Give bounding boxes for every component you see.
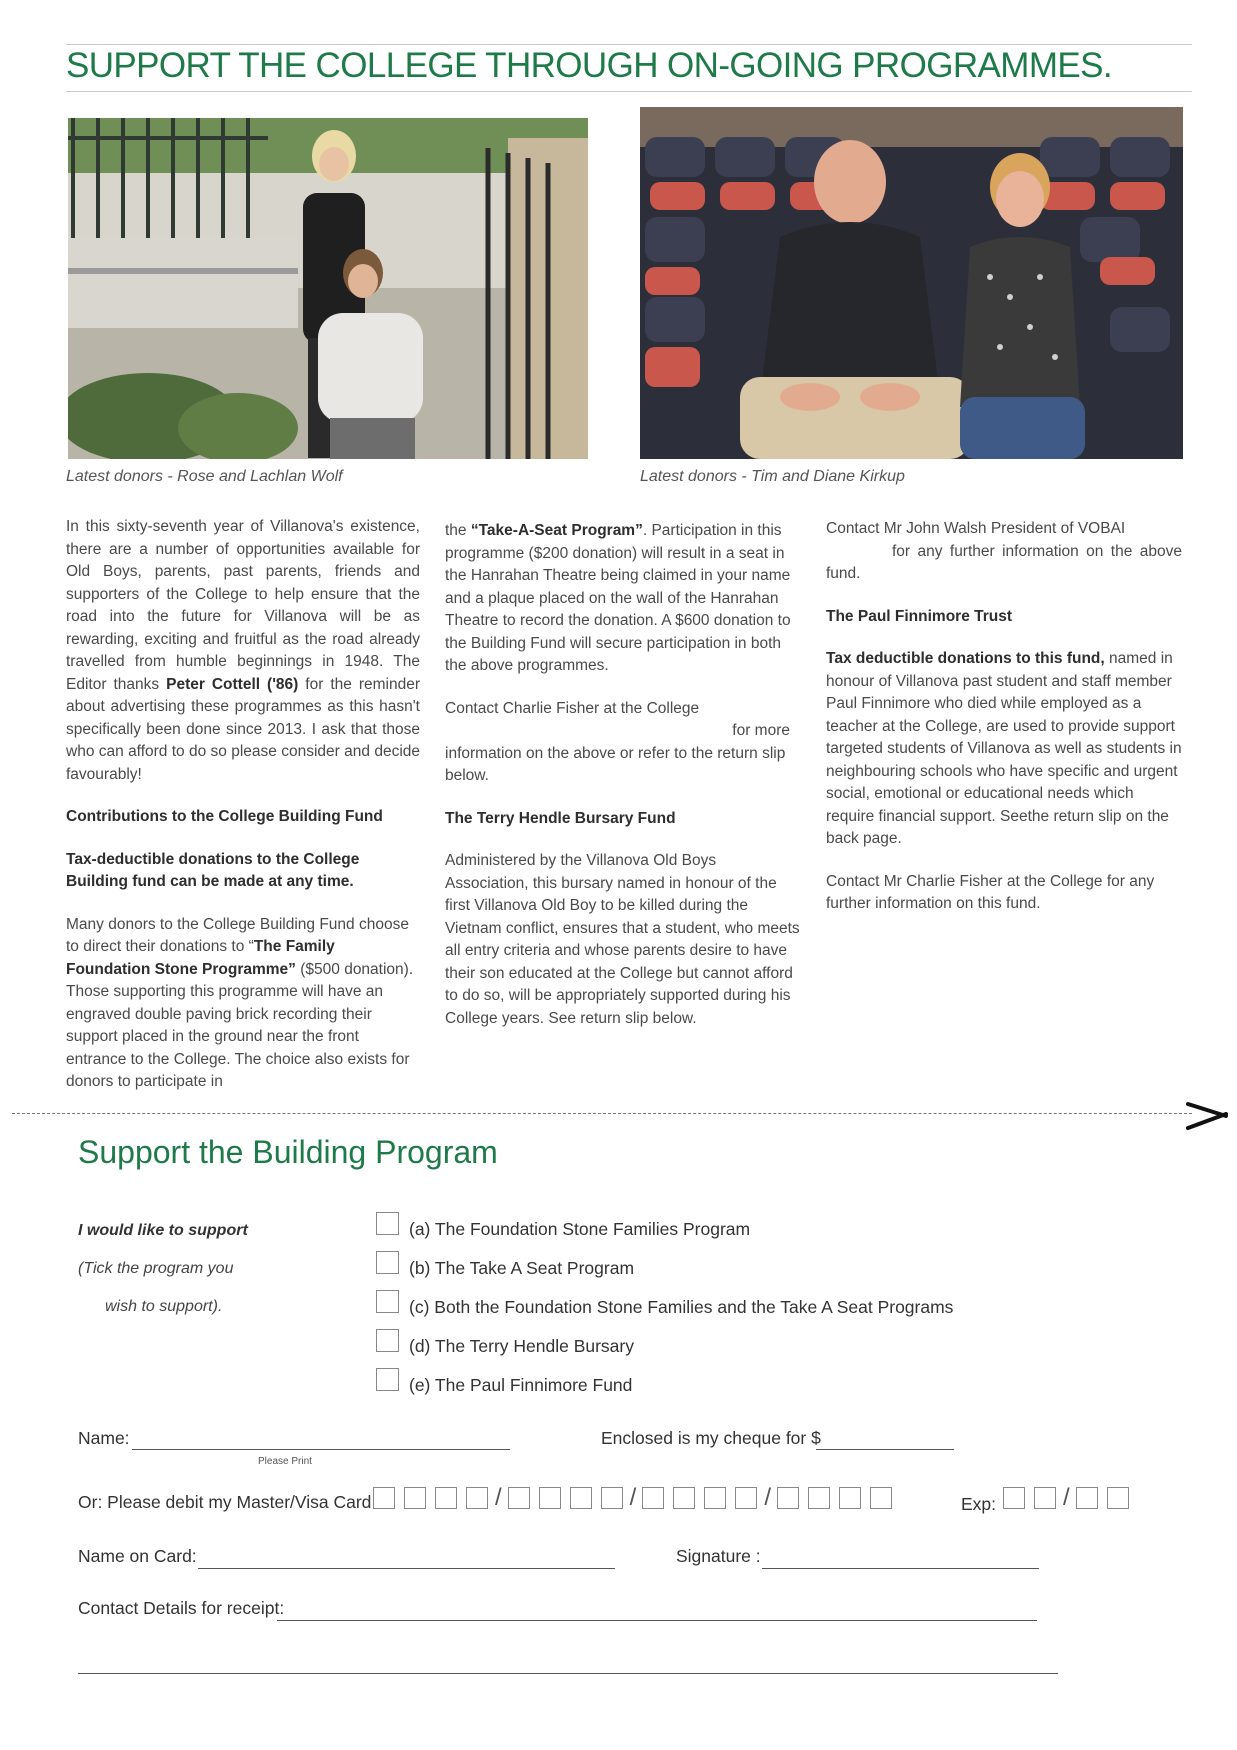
column-3 — [826, 518, 1182, 936]
option-c-label: (c) Both the Foundation Stone Families and the Take A Seat Programs — [409, 1297, 954, 1317]
contact-charlie-paragraph: Contact Charlie Fisher at the College for more information on the above or refer to the return slip below. — [445, 699, 790, 784]
column-1 — [66, 516, 420, 1114]
option-e-checkbox[interactable] — [376, 1368, 399, 1391]
option-c-checkbox[interactable] — [376, 1290, 399, 1313]
take-a-seat-paragraph: the “Take-A-Seat Program”. Participation in this programme ($200 donation) will result in a seat in the Hanrahan Theatre being claimed in your name and a plaque placed on the wall of the Hanrahan Theatre to record the donation. A $600 donation to the Building Fund will secure participation in both the above programmes. — [445, 522, 791, 674]
caption-right: Latest donors - Tim and Diane Kirkup — [640, 468, 905, 485]
terry-hendle-paragraph: Administered by the Villanova Old Boys Association, this bursary named in honour of the first Villanova Old Boy to be killed during the Vietnam conflict, ensures that a student, who meets all entry criteria and whose parents desire to have their son educated at the College but cannot afford to do so, will be appropriately supported during his College years. See return slip below. — [445, 852, 800, 1027]
tick-label-2: wish to support). — [105, 1298, 223, 1315]
photo-rose-lachlan-wolf — [68, 118, 588, 459]
terry-hendle-heading: The Terry Hendle Bursary Fund — [445, 809, 676, 827]
cut-line — [12, 1113, 1192, 1114]
top-rule — [66, 44, 1192, 45]
support-label: I would like to support — [78, 1222, 248, 1239]
name-label: Name: — [78, 1428, 130, 1448]
contact-details-label: Contact Details for receipt: — [78, 1598, 285, 1618]
option-a-label: (a) The Foundation Stone Families Program — [409, 1219, 751, 1239]
option-b-label: (b) The Take A Seat Program — [409, 1258, 635, 1278]
form-title: Support the Building Program — [78, 1134, 498, 1170]
paul-finnimore-heading: The Paul Finnimore Trust — [826, 607, 1013, 625]
foundation-stone-paragraph: Many donors to the College Building Fund choose to direct their donations to “The Family Foundation Stone Programme” ($500 donation). Those supporting this programme will have an engraved double paving brick recording their support placed in the ground near the front entrance to the College. The choice also exists for donors to participate in — [66, 915, 414, 1090]
option-d-checkbox[interactable] — [376, 1329, 399, 1352]
name-on-card-label: Name on Card: — [78, 1546, 197, 1566]
contact-details-line-1[interactable] — [277, 1620, 1037, 1621]
contact-details-line-2[interactable] — [78, 1673, 1058, 1674]
option-e-label: (e) The Paul Finnimore Fund — [409, 1375, 633, 1395]
contact-charlie-fisher-paragraph: Contact Mr Charlie Fisher at the College for any further information on this fund. — [826, 872, 1155, 912]
signature-label: Signature : — [676, 1546, 761, 1566]
photo-tim-diane-kirkup — [640, 107, 1183, 459]
name-input-line[interactable] — [132, 1449, 510, 1450]
option-b-checkbox[interactable] — [376, 1251, 399, 1274]
cheque-label: Enclosed is my cheque for $ — [601, 1428, 821, 1448]
option-d-label: (d) The Terry Hendle Bursary — [409, 1336, 634, 1356]
page-title: SUPPORT THE COLLEGE THROUGH ON-GOING PROGRAMMES. — [66, 46, 1112, 85]
tax-deductible-heading: Tax-deductible donations to the College Building fund can be made at any time. — [66, 850, 360, 890]
please-print-label: Please Print — [258, 1456, 312, 1467]
tick-label-1: (Tick the program you — [78, 1260, 234, 1277]
scissors-icon — [1186, 1100, 1230, 1135]
name-on-card-line[interactable] — [198, 1568, 615, 1569]
expiry-boxes[interactable]: / — [1003, 1484, 1138, 1512]
cheque-amount-line[interactable] — [816, 1449, 954, 1450]
exp-label: Exp: — [961, 1494, 997, 1514]
contact-john-walsh-paragraph: Contact Mr John Walsh President of VOBAI for any further information on the above fund. — [826, 520, 1182, 582]
column-2 — [445, 520, 803, 1050]
intro-paragraph: In this sixty-seventh year of Villanova's existence, there are a number of opportunities available for Old Boys, parents, past parents, friends and supporters of the College to help ensure that the road into the future for Villanova will be as rewarding, exciting and fruitful as the road already travelled from humble beginnings in 1948. The Editor thanks Peter Cottell ('86) for the reminder about advertising these programmes as this hasn't specifically been done since 2013. I ask that those who can afford to do so please consider and decide favourably! — [66, 518, 421, 783]
signature-line[interactable] — [762, 1568, 1039, 1569]
building-fund-heading: Contributions to the College Building Fund — [66, 808, 383, 825]
paul-finnimore-paragraph: Tax deductible donations to this fund, named in honour of Villanova past student and staff member Paul Finnimore who died while employed as a teacher at the College, are used to provide support targeted students of Villanova as well as students in neighbouring schools who have specific and urgent social, emotional or educational needs which require financial support. Seethe return slip on the back page. — [826, 650, 1182, 847]
caption-left: Latest donors - Rose and Lachlan Wolf — [66, 468, 343, 485]
option-a-checkbox[interactable] — [376, 1212, 399, 1235]
card-debit-label: Or: Please debit my Master/Visa Card — [78, 1492, 372, 1512]
title-underline — [66, 91, 1192, 92]
card-number-boxes[interactable]: / / / — [373, 1484, 901, 1512]
